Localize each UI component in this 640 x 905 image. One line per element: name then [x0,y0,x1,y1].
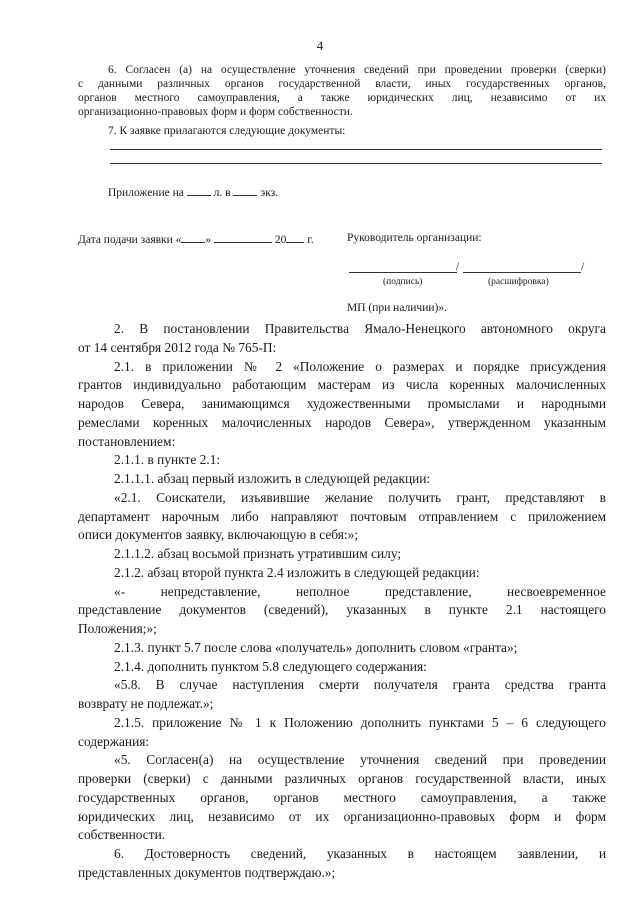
date-mid: » [205,234,212,246]
body-line: 2.1.5. приложение № 1 к Положению дополнить пунктами 5 – 6 следующего [114,714,606,730]
attachment-suffix: экз. [260,187,279,199]
body-line: юридических лиц, независимо от их организационно-правовых форм и форм [78,808,606,824]
date-prefix: Дата подачи заявки « [78,234,182,246]
body-line: государственных органов, органов местного самоуправления, а также [78,789,606,805]
body-line: постановлением: [78,433,176,449]
date-year: 20 [274,234,287,246]
attachment-pages-blank [187,185,211,196]
body-line: описи документов заявку, включающую в себя:»; [78,527,359,543]
item6-line-4: организационно-правовых форм и форм собственности. [78,106,353,118]
signature-caption: (подпись) [383,277,423,287]
body-line: 2.1.1.1. абзац первый изложить в следующей редакции: [114,471,431,486]
attachment-line [108,185,278,200]
body-line: 6. Достоверность сведений, указанных в настоящем заявлении, и [114,846,606,861]
attachment-copies-blank [233,185,257,196]
submission-date-line [78,232,314,247]
item6-line-3: органов местного самоуправления, а также юридических лиц, независимо от их [78,92,606,104]
body-line: «- непредставление, неполное представление, несвоевременное [114,583,606,599]
decode-line [463,272,581,273]
body-line: департамент нарочным либо направляют почтовым отправлением с приложением [78,508,606,524]
signature-line [349,272,457,273]
body-line: «5.8. В случае наступления смерти получателя гранта средства гранта [114,677,606,693]
body-line: 2.1.1.2. абзац восьмой признать утратившим силу; [114,546,402,561]
date-day-blank [181,232,205,243]
date-suffix: г. [307,234,314,246]
head-label: Руководитель организации: [347,232,482,244]
body-line: собственности. [78,827,166,843]
body-line: 2.1.1. в пункте 2.1: [114,452,221,468]
body-line: «5. Согласен(а) на осуществление уточнения сведений при проведении [114,752,606,768]
signature-slash-1: / [456,261,460,273]
body-line: «2.1. Соискатели, изъявившие желание получить грант, представляют в [114,489,606,505]
attachment-prefix: Приложение на [108,187,184,199]
attachment-mid: л. в [213,187,231,199]
body-line: народов Севера, занимающимся художественными промыслами и народными [78,396,606,411]
body-line: 2.1.4. дополнить пунктом 5.8 следующего содержания: [114,658,427,674]
body-line: проверки (сверки) с данными различных органов государственной власти, иных [78,771,606,786]
body-line: 2.1.2. абзац второй пункта 2.4 изложить в следующей редакции: [114,564,480,580]
signature-slash-2: / [581,261,585,273]
body-line: от 14 сентября 2012 года № 765-П: [78,339,277,355]
stamp-note: МП (при наличии)». [347,302,447,314]
item6-line-2: с данными различных органов государственной власти, иных государственных органов, [78,78,606,90]
body-line: 2.1.3. пункт 5.7 после слова «получатель» дополнить словом «гранта»; [114,639,518,655]
documents-line-2 [110,163,602,164]
body-line: представленных документов подтверждаю.»; [78,864,336,880]
documents-line-1 [110,149,602,150]
date-year-blank [286,232,304,243]
date-month-blank [214,232,272,243]
body-line: 2.1. в приложении № 2 «Положение о размерах и порядке присуждения [114,358,606,374]
body-line: Положения;»; [78,621,157,636]
body-line: 2. В постановлении Правительства Ямало-Ненецкого автономного округа [114,321,606,336]
body-line: ремеслами коренных малочисленных народов Севера», утвержденном указанным [78,414,606,430]
item7-label: 7. К заявке прилагаются следующие документы: [108,125,346,137]
page-number: 4 [316,38,324,53]
body-line: представление документов (сведений), указанных в пункте 2.1 настоящего [78,602,606,618]
decode-caption: (расшифровка) [488,277,549,287]
body-line: возврату не подлежат.»; [78,696,214,711]
body-line: содержания: [78,733,150,749]
body-line: грантов индивидуально работающим мастерам из числа коренных малочисленных [78,377,606,393]
item6-line-1: 6. Согласен (а) на осуществление уточнения сведений при проведении проверки (сверки) [108,64,606,76]
